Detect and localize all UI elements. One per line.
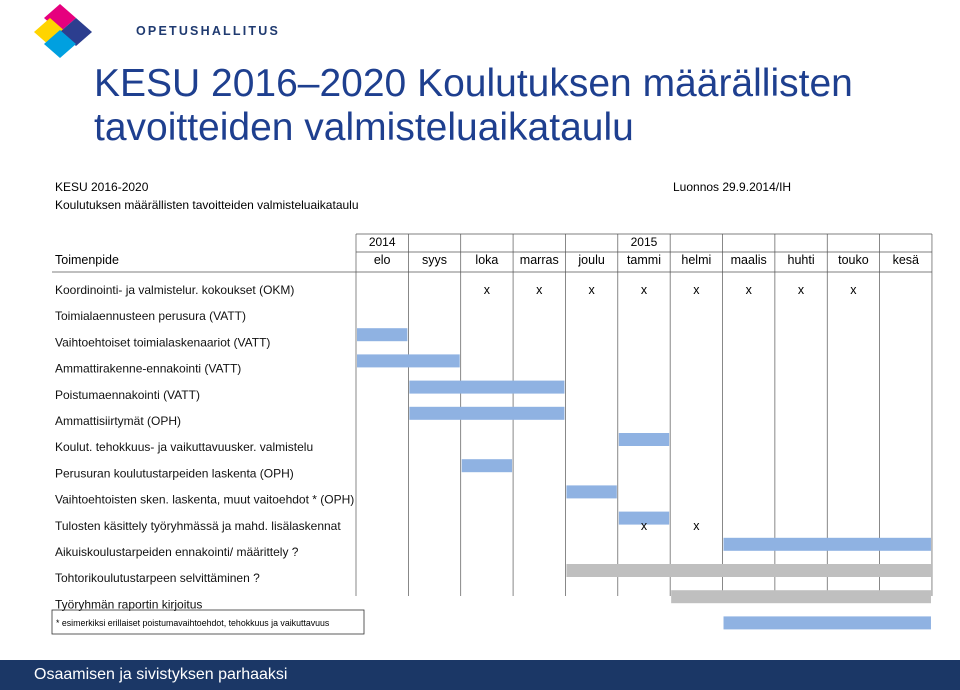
row-header-label: Toimenpide <box>55 253 119 267</box>
month-label: marras <box>519 253 559 267</box>
task-label: Tulosten käsittely työryhmässä ja mahd. lisälaskennat <box>55 518 341 533</box>
gantt-bar <box>671 590 931 603</box>
page-title: KESU 2016–2020 Koulutuksen määrällisten tavoitteiden valmisteluaikataulu <box>94 62 853 149</box>
gantt-bar <box>409 381 564 394</box>
month-label: kesä <box>892 253 919 267</box>
gantt-bar <box>619 433 669 446</box>
month-label: touko <box>838 253 869 267</box>
task-label: Toimialaennusteen perusura (VATT) <box>55 309 246 324</box>
task-label: Aikuiskoulustarpeiden ennakointi/ määrittely ? <box>55 545 299 559</box>
gantt-bar <box>566 564 931 577</box>
task-label: Koulut. tehokkuus- ja vaikuttavuusker. valmistelu <box>55 440 314 455</box>
month-label: helmi <box>681 253 712 267</box>
meeting-mark: x <box>640 283 648 297</box>
subtitle-description: Koulutuksen määrällisten tavoitteiden valmisteluaikataulu <box>55 198 359 212</box>
meeting-mark: x <box>693 518 700 533</box>
meeting-mark: x <box>797 283 805 297</box>
gantt-bar <box>566 485 616 498</box>
meeting-mark: x <box>693 283 700 297</box>
task-label: Vaihtoehtoiset toimialaskenaariot (VATT) <box>55 335 271 350</box>
month-label: maalis <box>730 253 767 267</box>
month-label: elo <box>373 253 391 267</box>
footnote-text: * esimerkiksi erillaiset poistumavaihtoehdot, tehokkuus ja vaikuttavuus <box>56 618 330 628</box>
task-label: Tohtorikoulutustarpeen selvittäminen ? <box>55 571 260 586</box>
month-label: syys <box>422 253 448 267</box>
gantt-bar <box>462 459 512 472</box>
meeting-mark: x <box>536 283 543 297</box>
gantt-bar <box>724 538 931 551</box>
gantt-bar <box>357 354 460 367</box>
task-label: Vaihtoehtoisten sken. laskenta, muut vaitoehdot * (OPH) <box>55 492 355 507</box>
month-label: tammi <box>626 253 661 267</box>
task-label: Ammattisiirtymät (OPH) <box>55 414 181 428</box>
task-label: Koordinointi- ja valmistelur. kokoukset (OKM) <box>55 283 295 297</box>
footer-slogan: Osaamisen ja sivistyksen parhaaksi <box>34 666 288 683</box>
brand-name: OPETUSHALLITUS <box>136 24 280 38</box>
meeting-mark: x <box>745 283 752 297</box>
year-label: 2014 <box>368 235 396 249</box>
draft-label: Luonnos 29.9.2014/IH <box>673 180 792 194</box>
task-label: Poistumaennakointi (VATT) <box>55 387 200 402</box>
gantt-bar <box>409 407 564 420</box>
month-label: joulu <box>578 253 605 267</box>
task-label: Ammattirakenne-ennakointi (VATT) <box>55 361 242 376</box>
meeting-mark: x <box>588 283 595 297</box>
month-label: huhti <box>787 253 815 267</box>
task-label: Perusuran koulutustarpeiden laskenta (OPH) <box>55 466 294 481</box>
meeting-mark: x <box>483 283 491 297</box>
gantt-bar <box>724 616 931 629</box>
footer-bar <box>0 660 960 690</box>
meeting-mark: x <box>850 283 857 297</box>
subtitle-code: KESU 2016-2020 <box>55 180 149 194</box>
month-label: loka <box>475 253 499 267</box>
year-label: 2015 <box>630 235 658 249</box>
meeting-mark: x <box>640 518 648 533</box>
task-label: Työryhmän raportin kirjoitus <box>55 597 203 612</box>
gantt-bar <box>357 328 407 341</box>
